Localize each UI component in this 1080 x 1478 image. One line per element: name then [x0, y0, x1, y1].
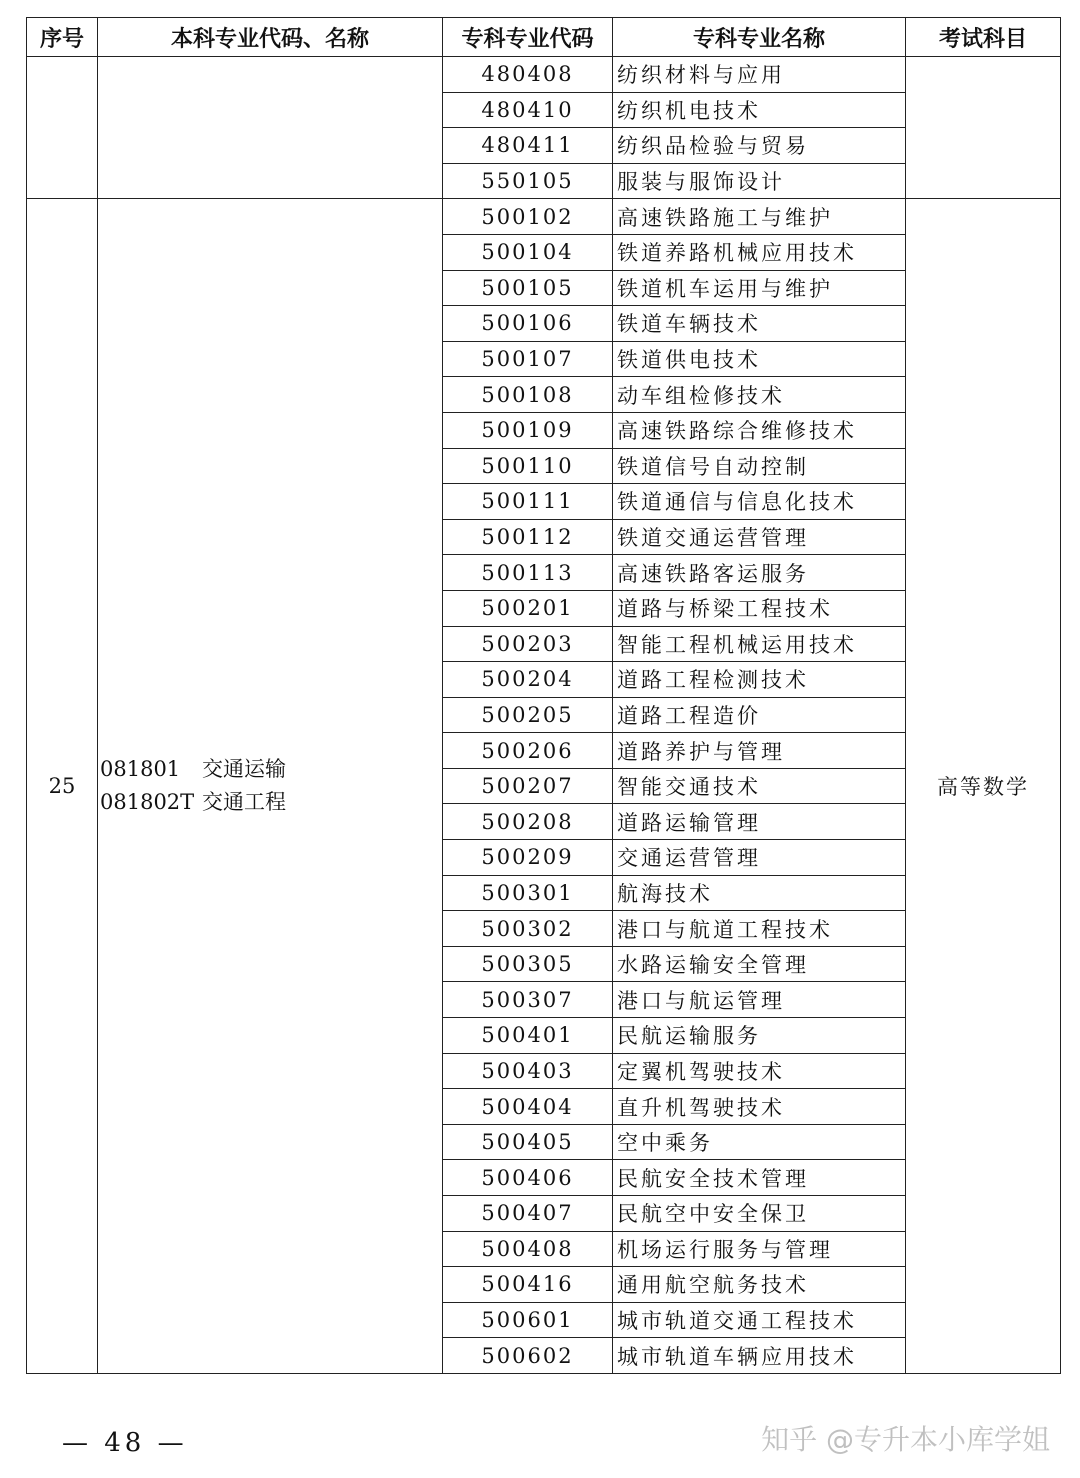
- college-code-cell: 500109: [443, 412, 613, 448]
- bachelor-major-name: 交通运输: [202, 757, 286, 782]
- table-row: [27, 199, 1061, 235]
- college-code-cell: 550105: [443, 163, 613, 199]
- college-name-cell: 通用航空航务技术: [613, 1267, 906, 1303]
- college-code-cell: 500104: [443, 234, 613, 270]
- college-name-cell: 民航安全技术管理: [613, 1160, 906, 1196]
- college-code-cell: 500205: [443, 697, 613, 733]
- college-code-cell: 500401: [443, 1018, 613, 1054]
- college-name-cell: 道路与桥梁工程技术: [613, 590, 906, 626]
- major-exam-table: [26, 17, 1061, 1374]
- college-code-cell: 500601: [443, 1302, 613, 1338]
- college-name-cell: 铁道车辆技术: [613, 306, 906, 342]
- college-name-cell: 智能交通技术: [613, 768, 906, 804]
- page-number: — 48 —: [62, 1428, 188, 1458]
- college-code-cell: 500405: [443, 1124, 613, 1160]
- college-code-cell: 500106: [443, 306, 613, 342]
- college-name-cell: 铁道养路机械应用技术: [613, 234, 906, 270]
- college-name-cell: 动车组检修技术: [613, 377, 906, 413]
- college-name-cell: 城市轨道交通工程技术: [613, 1302, 906, 1338]
- college-name-cell: 智能工程机械运用技术: [613, 626, 906, 662]
- college-code-cell: 500403: [443, 1053, 613, 1089]
- college-name-cell: 高速铁路施工与维护: [613, 199, 906, 235]
- college-name-cell: 航海技术: [613, 875, 906, 911]
- college-name-cell: 道路运输管理: [613, 804, 906, 840]
- college-code-cell: 500203: [443, 626, 613, 662]
- college-code-cell: 500209: [443, 840, 613, 876]
- college-code-cell: 500602: [443, 1338, 613, 1374]
- college-code-cell: 500204: [443, 662, 613, 698]
- college-name-cell: 铁道通信与信息化技术: [613, 484, 906, 520]
- exam-subject-cell: [906, 57, 1061, 199]
- college-name-cell: 纺织材料与应用: [613, 57, 906, 93]
- header-college-name: 专科专业名称: [613, 18, 906, 57]
- header-college-code: 专科专业代码: [443, 18, 613, 57]
- college-code-cell: 480408: [443, 57, 613, 93]
- exam-subject-cell: 高等数学: [906, 199, 1061, 1374]
- college-name-cell: 纺织品检验与贸易: [613, 128, 906, 164]
- college-code-cell: 500112: [443, 519, 613, 555]
- college-name-cell: 民航运输服务: [613, 1018, 906, 1054]
- college-code-cell: 500301: [443, 875, 613, 911]
- college-code-cell: 480411: [443, 128, 613, 164]
- college-name-cell: 定翼机驾驶技术: [613, 1053, 906, 1089]
- college-code-cell: 500206: [443, 733, 613, 769]
- college-name-cell: 交通运营管理: [613, 840, 906, 876]
- bachelor-major-cell: [98, 57, 443, 199]
- college-code-cell: 500201: [443, 590, 613, 626]
- college-name-cell: 道路养护与管理: [613, 733, 906, 769]
- college-code-cell: 500111: [443, 484, 613, 520]
- college-code-cell: 500307: [443, 982, 613, 1018]
- college-code-cell: 500305: [443, 946, 613, 982]
- college-name-cell: 道路工程造价: [613, 697, 906, 733]
- college-name-cell: 直升机驾驶技术: [613, 1089, 906, 1125]
- college-name-cell: 城市轨道车辆应用技术: [613, 1338, 906, 1374]
- college-code-cell: 500208: [443, 804, 613, 840]
- college-code-cell: 500416: [443, 1267, 613, 1303]
- college-code-cell: 500105: [443, 270, 613, 306]
- college-name-cell: 铁道供电技术: [613, 341, 906, 377]
- table-header-row: [27, 18, 1061, 57]
- college-name-cell: 道路工程检测技术: [613, 662, 906, 698]
- seq-cell: 25: [27, 199, 98, 1374]
- college-name-cell: 空中乘务: [613, 1124, 906, 1160]
- college-code-cell: 500407: [443, 1196, 613, 1232]
- header-exam-subject: 考试科目: [906, 18, 1061, 57]
- college-code-cell: 500110: [443, 448, 613, 484]
- college-code-cell: 500408: [443, 1231, 613, 1267]
- header-bachelor-major: 本科专业代码、名称: [98, 18, 443, 57]
- college-name-cell: 纺织机电技术: [613, 92, 906, 128]
- college-name-cell: 机场运行服务与管理: [613, 1231, 906, 1267]
- college-code-cell: 500107: [443, 341, 613, 377]
- college-code-cell: 500406: [443, 1160, 613, 1196]
- college-name-cell: 港口与航道工程技术: [613, 911, 906, 947]
- bachelor-major-code: 081801: [100, 757, 181, 782]
- table-body: [27, 57, 1061, 1374]
- header-seq: 序号: [27, 18, 98, 57]
- college-code-cell: 500404: [443, 1089, 613, 1125]
- college-name-cell: 高速铁路客运服务: [613, 555, 906, 591]
- seq-cell: [27, 57, 98, 199]
- bachelor-major-line: [100, 753, 442, 786]
- college-name-cell: 港口与航运管理: [613, 982, 906, 1018]
- college-code-cell: 500207: [443, 768, 613, 804]
- bachelor-major-code: 081802T: [100, 790, 195, 815]
- college-name-cell: 铁道交通运营管理: [613, 519, 906, 555]
- college-name-cell: 民航空中安全保卫: [613, 1196, 906, 1232]
- watermark: 知乎 @专升本小库学姐: [761, 1423, 1050, 1456]
- bachelor-major-name: 交通工程: [202, 790, 286, 815]
- college-code-cell: 500108: [443, 377, 613, 413]
- college-name-cell: 水路运输安全管理: [613, 946, 906, 982]
- college-name-cell: 高速铁路综合维修技术: [613, 412, 906, 448]
- bachelor-major-cell: [98, 199, 443, 1374]
- college-code-cell: 500302: [443, 911, 613, 947]
- college-code-cell: 500113: [443, 555, 613, 591]
- college-code-cell: 500102: [443, 199, 613, 235]
- college-code-cell: 480410: [443, 92, 613, 128]
- table-row: [27, 57, 1061, 93]
- college-name-cell: 服装与服饰设计: [613, 163, 906, 199]
- bachelor-major-line: [100, 786, 442, 819]
- college-name-cell: 铁道机车运用与维护: [613, 270, 906, 306]
- college-name-cell: 铁道信号自动控制: [613, 448, 906, 484]
